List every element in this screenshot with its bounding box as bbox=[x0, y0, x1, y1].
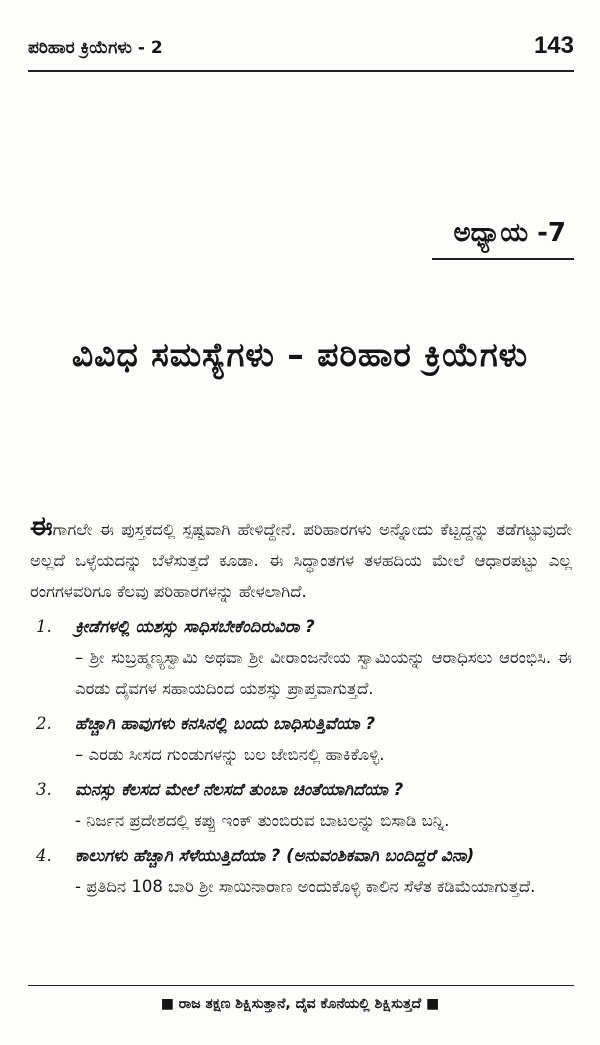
chapter-title: ವಿವಿಧ ಸಮಸ್ಯೆಗಳು – ಪರಿಹಾರ ಕ್ರಿಯೆಗಳು bbox=[71, 335, 529, 374]
question bbox=[30, 840, 572, 871]
item-number: 2. bbox=[36, 714, 52, 733]
list-item bbox=[30, 708, 572, 770]
question bbox=[30, 774, 572, 805]
chapter-rule bbox=[432, 258, 574, 260]
page-header bbox=[28, 32, 574, 66]
item-number: 4. bbox=[36, 846, 52, 865]
item-number: 3. bbox=[36, 780, 52, 799]
page-number: 143 bbox=[533, 32, 574, 59]
footer-rule bbox=[28, 985, 574, 986]
item-number: 1. bbox=[36, 617, 52, 636]
intro-text: ಗಾಗಲೇ ಈ ಪುಸ್ತಕದಲ್ಲಿ ಸ್ಪಷ್ಟವಾಗಿ ಹೇಳಿದ್ದೇನೆ. ಪರಿಹಾರಗಳು ಅನ್ನೋದು ಕೆಟ್ಟದ್ದನ್ನು ತಡೆಗಟ್ಟುವುದೇ ಅಲ್ಲದೆ ಒಳ್ಳೆಯದನ್ನು ಬೆಳೆಸುತ್ತದೆ ಕೂಡಾ. ಈ ಸಿದ್ಧಾಂತಗಳ ತಳಹದಿಯ ಮೇಲೆ ಆಧಾರಪಟ್ಟು ಎಲ್ಲ ರಂಗಗಳವರಿಗೂ ಕೆಲವು ಪರಿಹಾರಗಳನ್ನು ಹೇಳಲಾಗಿದೆ. bbox=[30, 520, 572, 601]
list-item bbox=[30, 840, 572, 902]
question-text: ಕಾಲುಗಳು ಹೆಚ್ಚಾಗಿ ಸೆಳೆಯುತ್ತಿದೆಯಾ ? (ಅನುವಂಶಿಕವಾಗಿ ಬಂದಿದ್ದರೆ ವಿನಾ) bbox=[75, 846, 475, 865]
chapter-label: ಅಧ್ಯಾಯ -7 bbox=[453, 218, 566, 248]
question-text: ಮನಸ್ಸು ಕೆಲಸದ ಮೇಲೆ ನೆಲಸದೆ ತುಂಬಾ ಚಿಂತೆಯಾಗಿದೆಯಾ ? bbox=[75, 780, 404, 799]
list-item bbox=[30, 774, 572, 836]
question bbox=[30, 708, 572, 739]
answer-text: - ನಿರ್ಜನ ಪ್ರದೇಶದಲ್ಲಿ ಕಪ್ಪು ಇಂಕ್ ತುಂಬಿರುವ ಬಾಟಲನ್ನು ಬಿಸಾಡಿ ಬನ್ನಿ. bbox=[75, 811, 450, 830]
intro-paragraph bbox=[30, 512, 572, 607]
question-text: ಹೆಚ್ಚಾಗಿ ಹಾವುಗಳು ಕನಸಿನಲ್ಲಿ ಬಂದು ಬಾಧಿಸುತ್ತಿವೆಯಾ ? bbox=[75, 714, 376, 733]
running-title: ಪರಿಹಾರ ಕ್ರಿಯೆಗಳು - 2 bbox=[28, 38, 163, 58]
drop-cap: ಈ bbox=[30, 512, 53, 542]
answer-text: - ಪ್ರತಿದಿನ 108 ಬಾರಿ ಶ್ರೀ ಸಾಯಿನಾರಾಣ ಅಂದುಕೊಳ್ಳಿ ಕಾಲಿನ ಸೆಳೆತ ಕಡಿಮೆಯಾಗುತ್ತದೆ. bbox=[75, 877, 536, 896]
footer-quote: ■ ರಾಜ ತಕ್ಷಣ ಶಿಕ್ಷಿಸುತ್ತಾನೆ, ದೈವ ಕೊನೆಯಲ್ಲಿ ಶಿಕ್ಷಿಸುತ್ತದೆ ■ bbox=[160, 996, 440, 1012]
list-item bbox=[30, 611, 572, 704]
body-text bbox=[30, 512, 572, 906]
answer-text: – ಶ್ರೀ ಸುಬ್ರಹ್ಮಣ್ಯಸ್ವಾಮಿ ಅಥವಾ ಶ್ರೀ ವೀರಾಂಜನೇಯ ಸ್ವಾಮಿಯನ್ನು ಆರಾಧಿಸಲು ಆರಂಭಿಸಿ. ಈ ಎರಡು ದೈವಗಳ ಸಹಾಯದಿಂದ ಯಶಸ್ಸು ಪ್ರಾಪ್ತವಾಗುತ್ತದೆ. bbox=[75, 648, 572, 698]
question bbox=[30, 611, 572, 642]
header-rule bbox=[28, 70, 574, 72]
answer-text: – ಎರಡು ಸೀಸದ ಗುಂಡುಗಳನ್ನು ಬಲ ಜೇಬಿನಲ್ಲಿ ಹಾಕಿಕೊಳ್ಳಿ. bbox=[75, 745, 385, 764]
question-text: ಕ್ರೀಡೆಗಳಲ್ಲಿ ಯಶಸ್ಸು ಸಾಧಿಸಬೇಕೆಂದಿರುವಿರಾ ? bbox=[75, 617, 315, 636]
